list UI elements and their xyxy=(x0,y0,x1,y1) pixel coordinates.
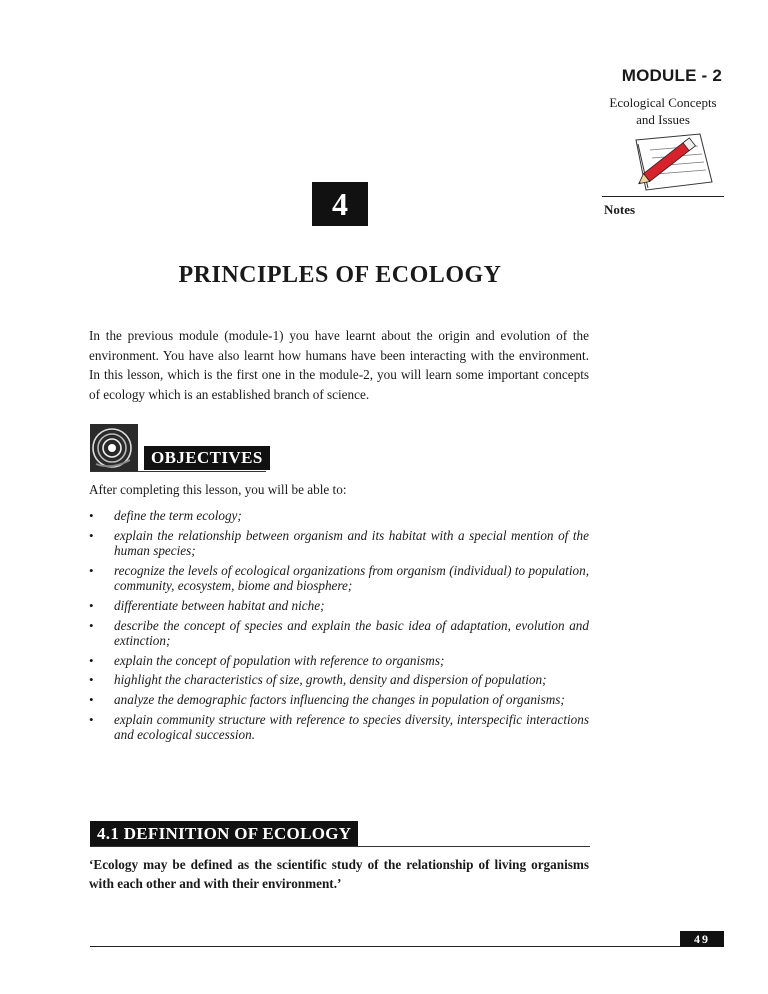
section-underline xyxy=(90,846,590,847)
list-item xyxy=(89,508,589,524)
list-item-text: recognize the levels of ecological organizations from organism (individual) to population, community, ecosystem, biome and biosphere; xyxy=(114,562,589,594)
list-item-text: highlight the characteristics of size, growth, density and dispersion of population; xyxy=(114,672,547,688)
bullet: • xyxy=(89,527,94,543)
notes-label: Notes xyxy=(604,202,636,217)
module-subtitle-line2: and Issues xyxy=(636,112,690,127)
bullet: • xyxy=(89,597,94,613)
list-item-text: differentiate between habitat and niche; xyxy=(114,597,325,613)
page-number: 49 xyxy=(680,931,724,947)
target-icon xyxy=(90,424,138,472)
list-item xyxy=(89,653,589,669)
footer-rule xyxy=(90,946,724,947)
list-item-text: explain the relationship between organism and its habitat with a special mention of the human species; xyxy=(114,527,589,559)
definition-text: ‘Ecology may be defined as the scientific study of the relationship of living organisms with each other and with their environment.’ xyxy=(89,857,589,891)
bullet: • xyxy=(89,652,94,668)
bullet: • xyxy=(89,562,94,578)
notes-divider xyxy=(602,196,724,197)
module-subtitle xyxy=(596,94,730,128)
list-item-text: explain community structure with reference to species diversity, interspecific interactions and ecological succession. xyxy=(114,711,589,743)
bullet: • xyxy=(89,691,94,707)
bullet: • xyxy=(89,672,94,688)
objectives-lead: After completing this lesson, you will be able to: xyxy=(89,482,347,497)
chapter-title: PRINCIPLES OF ECOLOGY xyxy=(178,262,502,288)
objectives-underline xyxy=(90,471,266,472)
objectives-heading: OBJECTIVES xyxy=(144,446,270,470)
module-subtitle-line1: Ecological Concepts xyxy=(609,95,717,110)
list-item xyxy=(89,712,589,743)
module-label: MODULE - 2 xyxy=(621,66,722,85)
list-item xyxy=(89,598,589,614)
list-item xyxy=(89,672,589,688)
list-item xyxy=(89,618,589,649)
intro-paragraph: In the previous module (module-1) you have learnt about the origin and evolution of the environment. You have also learnt how humans have been interacting with the environment. In this lesson, which is the first one in the module-2, you will learn some important concepts of ecology which is an established branch of science. xyxy=(89,328,589,402)
section-heading: 4.1 DEFINITION OF ECOLOGY xyxy=(90,821,358,846)
bullet: • xyxy=(89,508,94,523)
chapter-number: 4 xyxy=(312,182,368,226)
list-item xyxy=(89,692,589,708)
list-item-text: define the term ecology; xyxy=(114,508,242,523)
list-item-text: explain the concept of population with reference to organisms; xyxy=(114,652,445,668)
pencil-notepad-icon xyxy=(612,132,716,194)
bullet: • xyxy=(89,617,94,633)
list-item-text: describe the concept of species and explain the basic idea of adaptation, evolution and extinction; xyxy=(114,617,589,649)
bullet: • xyxy=(89,711,94,727)
list-item-text: analyze the demographic factors influencing the changes in population of organisms; xyxy=(114,691,565,707)
list-item xyxy=(89,528,589,559)
objectives-list xyxy=(89,508,589,747)
list-item xyxy=(89,563,589,594)
